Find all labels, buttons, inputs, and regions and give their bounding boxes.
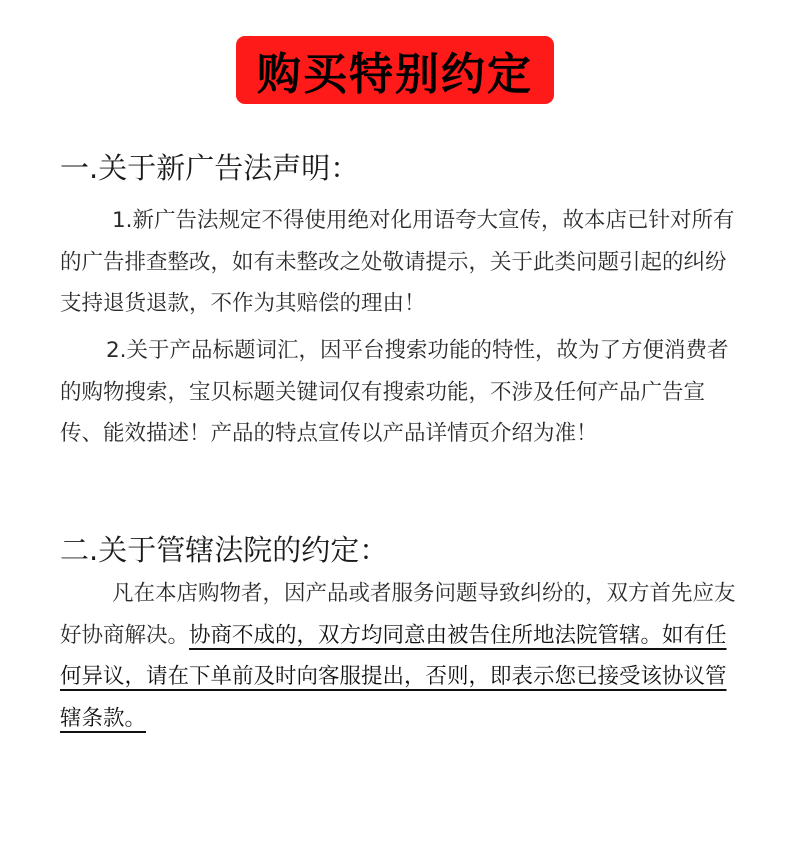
page-title-banner	[236, 36, 554, 104]
section-heading-ad-law: 一.关于新广告法声明：	[60, 151, 360, 185]
jurisdiction-text-underlined: 协商不成的，双方均同意由被告住所地法院管辖。如有任何异议，请在下单前及时向客服提出，否则，即表示您已接受该协议管辖条款。	[60, 622, 727, 731]
page-title: 购买特别约定	[257, 49, 533, 100]
section-heading-jurisdiction: 二.关于管辖法院的约定：	[60, 533, 389, 567]
ad-law-paragraph-1: 1.新广告法规定不得使用绝对化用语夸大宣传，故本店已针对所有的广告排查整改，如有未整改之处敬请提示，关于此类问题引起的纠纷支持退货退款，不作为其赔偿的理由！	[60, 208, 735, 316]
ad-law-paragraph-2: 2.关于产品标题词汇，因平台搜索功能的特性，故为了方便消费者的购物搜索，宝贝标题关键词仅有搜索功能，不涉及任何产品广告宣传、能效描述！产品的特点宣传以产品详情页介绍为准！	[60, 338, 729, 446]
jurisdiction-paragraph	[60, 573, 740, 739]
jurisdiction-text-plain: 凡在本店购物者，因产品或者服务问题导致纠纷的，双方首先应友好协商解决。	[60, 581, 736, 648]
